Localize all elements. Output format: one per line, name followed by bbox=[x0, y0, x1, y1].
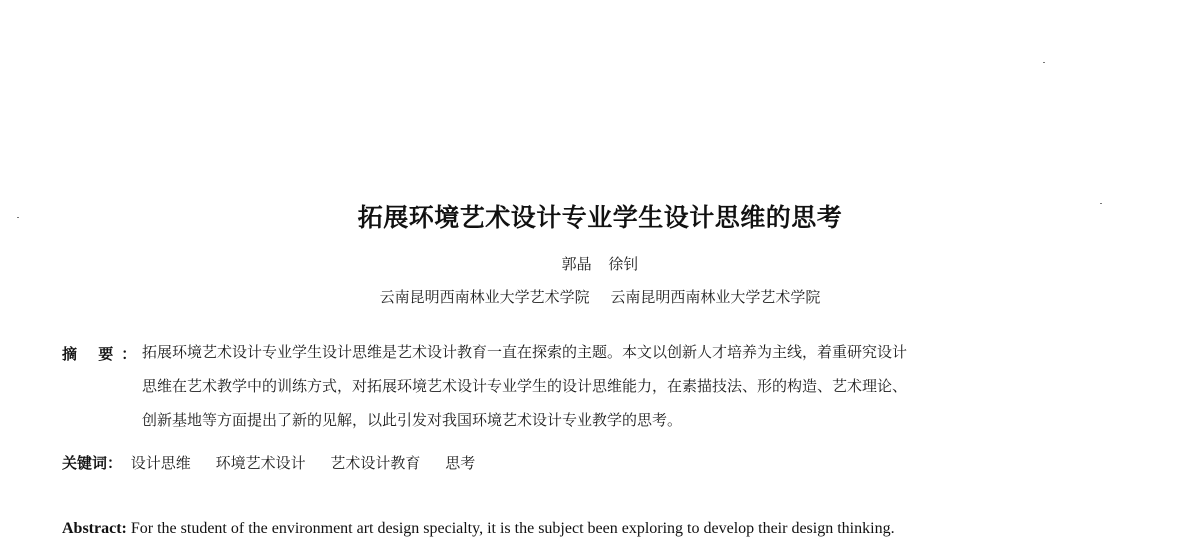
keyword: 设计思维 bbox=[130, 454, 191, 472]
keywords-label: 关键词： bbox=[62, 454, 123, 472]
affiliation-line bbox=[0, 286, 1200, 307]
scan-speck bbox=[17, 217, 19, 218]
english-abstract bbox=[62, 520, 1162, 538]
scan-speck bbox=[1043, 62, 1045, 63]
author-list bbox=[0, 253, 1200, 274]
author-name: 郭晶 bbox=[561, 255, 592, 273]
abstract-line: 创新基地等方面提出了新的见解，以此引发对我国环境艺术设计专业教学的思考。 bbox=[142, 411, 683, 429]
english-abstract-label: Abstract: bbox=[62, 520, 127, 537]
abstract-line: 思维在艺术教学中的训练方式，对拓展环境艺术设计专业学生的设计思维能力，在素描技法、形的构造、艺术理论、 bbox=[142, 377, 908, 395]
scan-speck bbox=[1100, 203, 1102, 204]
chinese-abstract bbox=[62, 343, 1142, 437]
keyword: 艺术设计教育 bbox=[330, 454, 421, 472]
abstract-body bbox=[142, 335, 1142, 437]
author-name: 徐钊 bbox=[608, 255, 639, 273]
abstract-label: 摘 要： bbox=[62, 345, 145, 363]
keyword: 思考 bbox=[445, 454, 476, 472]
keyword: 环境艺术设计 bbox=[215, 454, 306, 472]
english-abstract-text: For the student of the environment art design specialty, it is the subject been exploring to develop their design thinking. bbox=[130, 520, 895, 537]
affiliation: 云南昆明西南林业大学艺术学院 bbox=[610, 288, 821, 306]
keywords-line bbox=[62, 452, 495, 473]
affiliation: 云南昆明西南林业大学艺术学院 bbox=[379, 288, 590, 306]
paper-title: 拓展环境艺术设计专业学生设计思维的思考 bbox=[357, 203, 843, 232]
abstract-line: 拓展环境艺术设计专业学生设计思维是艺术设计教育一直在探索的主题。本文以创新人才培养为主线，着重研究设计 bbox=[142, 343, 908, 361]
